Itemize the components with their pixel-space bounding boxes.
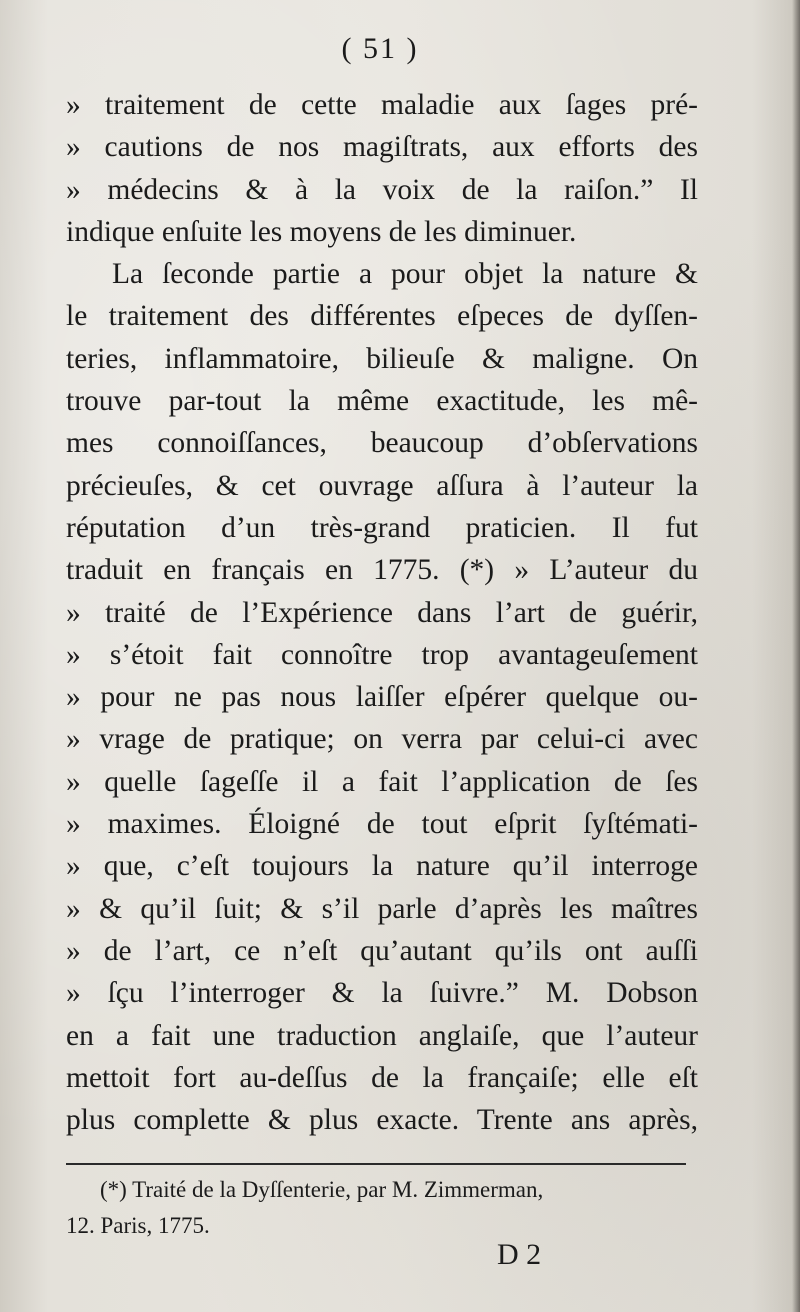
body-text — [66, 84, 698, 1141]
footnote — [66, 1172, 698, 1244]
text-line: » que, c’eſt toujours la nature qu’il interroge — [66, 850, 698, 883]
text-line: » médecins & à la voix de la raiſon.” Il — [66, 173, 698, 206]
text-line: teries, inflammatoire, bilieuſe & maligne. On — [66, 342, 698, 375]
text-line: » traité de l’Expérience dans l’art de guérir, — [66, 596, 698, 629]
text-line: traduit en français en 1775. (*) » L’auteur du — [66, 554, 698, 587]
text-line: » quelle ſageſſe il a fait l’application de ſes — [66, 765, 698, 798]
text-line: » & qu’il ſuit; & s’il parle d’après les maîtres — [66, 892, 698, 925]
text-line: mes connoiſſances, beaucoup d’obſervations — [66, 427, 698, 460]
signature-mark: D 2 — [497, 1238, 542, 1271]
text-line: » maximes. Éloigné de tout eſprit ſyſtémati- — [66, 808, 698, 841]
text-line: » traitement de cette maladie aux ſages pré- — [66, 89, 698, 121]
text-line: » vrage de pratique; on verra par celui-ci avec — [66, 723, 698, 756]
text-line: réputation d’un très-grand praticien. Il fut — [66, 511, 698, 544]
page-edge-shadow — [792, 0, 800, 1312]
text-line: » s’étoit fait connoître trop avantageuſement — [66, 638, 698, 671]
page-number: ( 51 ) — [341, 32, 419, 65]
text-line: » pour ne pas nous laiſſer eſpérer quelque ou- — [66, 681, 698, 714]
text-line: en a fait une traduction anglaiſe, que l’auteur — [66, 1019, 698, 1052]
text-line: trouve par-tout la même exactitude, les mê- — [66, 385, 698, 418]
text-line: La ſeconde partie a pour objet la nature & — [112, 258, 698, 291]
text-line: plus complette & plus exacte. Trente ans après, — [66, 1104, 698, 1137]
footnote-rule — [66, 1163, 686, 1165]
text-line: » cautions de nos magiſtrats, aux efforts des — [66, 131, 698, 164]
text-line: » ſçu l’interroger & la ſuivre.” M. Dobson — [66, 977, 698, 1010]
text-line: le traitement des différentes eſpeces de dyſſen- — [66, 300, 698, 333]
text-line: indique enſuite les moyens de les diminuer. — [66, 215, 577, 248]
footnote-line: (*) Traité de la Dyſſenterie, par M. Zimmerman, — [100, 1177, 544, 1202]
text-line: » de l’art, ce n’eſt qu’autant qu’ils ont auſſi — [66, 934, 698, 967]
text-line: précieuſes, & cet ouvrage aſſura à l’auteur la — [66, 469, 698, 502]
footnote-line: 12. Paris, 1775. — [66, 1213, 210, 1238]
text-line: mettoit fort au-deſſus de la françaiſe; elle eſt — [66, 1061, 698, 1094]
